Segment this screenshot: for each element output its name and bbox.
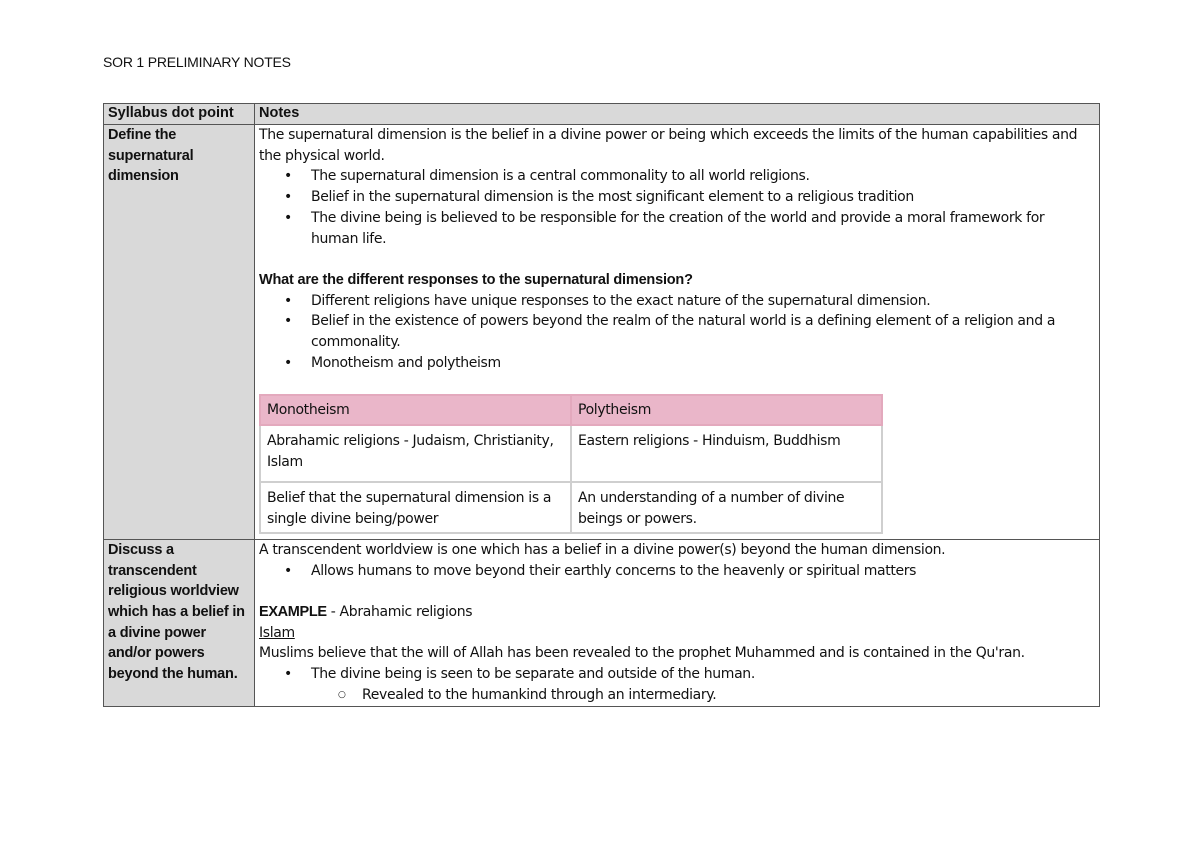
bullet-item: • Different religions have unique responses to the exact nature of the supernatural dimension.: [311, 291, 1095, 312]
bullet-item: • Belief in the existence of powers beyond the realm of the natural world is a defining element of a religion and a commonality.: [311, 311, 1095, 352]
comparison-cell: An understanding of a number of divine beings or powers.: [571, 482, 882, 532]
section-question: What are the different responses to the supernatural dimension?: [259, 271, 693, 288]
comparison-header-row: [260, 395, 882, 425]
comparison-cell: Abrahamic religions - Judaism, Christianity, Islam: [260, 425, 571, 482]
bullet-list: [259, 291, 1095, 374]
example-label: EXAMPLE: [259, 603, 327, 620]
bullet-item: • The divine being is believed to be responsible for the creation of the world and provide a moral framework for human life.: [311, 208, 1095, 249]
bullet-item: • The supernatural dimension is a central commonality to all world religions.: [311, 166, 1095, 187]
bullet-item: • Monotheism and polytheism: [311, 353, 1095, 374]
bullet-text: The divine being is seen to be separate and outside of the human.: [311, 666, 755, 683]
notes-intro: The supernatural dimension is the belief in a divine power or being which exceeds the limits of the human capabilities and the physical world.: [259, 127, 1078, 164]
example-line: [259, 602, 1095, 623]
comparison-header: Polytheism: [571, 395, 882, 425]
subheading: Islam: [259, 624, 295, 641]
sub-bullet-item: ○ Revealed to the humankind through an intermediary.: [362, 685, 1095, 706]
notes-cell: [255, 539, 1100, 707]
example-text: - Abrahamic religions: [326, 603, 473, 620]
bullet-item: [311, 664, 1095, 705]
document-title: SOR 1 PRELIMINARY NOTES: [103, 54, 291, 70]
bullet-list: [259, 664, 1095, 705]
comparison-cell: Eastern religions - Hinduism, Buddhism: [571, 425, 882, 482]
comparison-cell: Belief that the supernatural dimension is a single divine being/power: [260, 482, 571, 532]
bullet-list: [259, 166, 1095, 249]
comparison-row: [260, 482, 882, 532]
syllabus-point: Define the supernatural dimension: [104, 125, 255, 540]
comparison-table: [259, 394, 883, 533]
bullet-list: [259, 561, 1095, 582]
comparison-row: [260, 425, 882, 482]
sub-bullet-list: [311, 685, 1095, 706]
table-header-row: [104, 104, 1100, 125]
bullet-item: • Allows humans to move beyond their earthly concerns to the heavenly or spiritual matters: [311, 561, 1095, 582]
bullet-item: • Belief in the supernatural dimension is the most significant element to a religious tradition: [311, 187, 1095, 208]
table-row: [104, 125, 1100, 540]
comparison-header: Monotheism: [260, 395, 571, 425]
notes-intro: A transcendent worldview is one which has a belief in a divine power(s) beyond the human dimension.: [259, 541, 946, 558]
table-row: [104, 539, 1100, 707]
notes-cell: [255, 125, 1100, 540]
header-notes: Notes: [255, 104, 1100, 125]
notes-table: [103, 103, 1100, 707]
header-syllabus: Syllabus dot point: [104, 104, 255, 125]
notes-paragraph: Muslims believe that the will of Allah has been revealed to the prophet Muhammed and is contained in the Qu'ran.: [259, 645, 1025, 662]
syllabus-point: Discuss a transcendent religious worldview which has a belief in a divine power and/or powers beyond the human.: [104, 539, 255, 707]
